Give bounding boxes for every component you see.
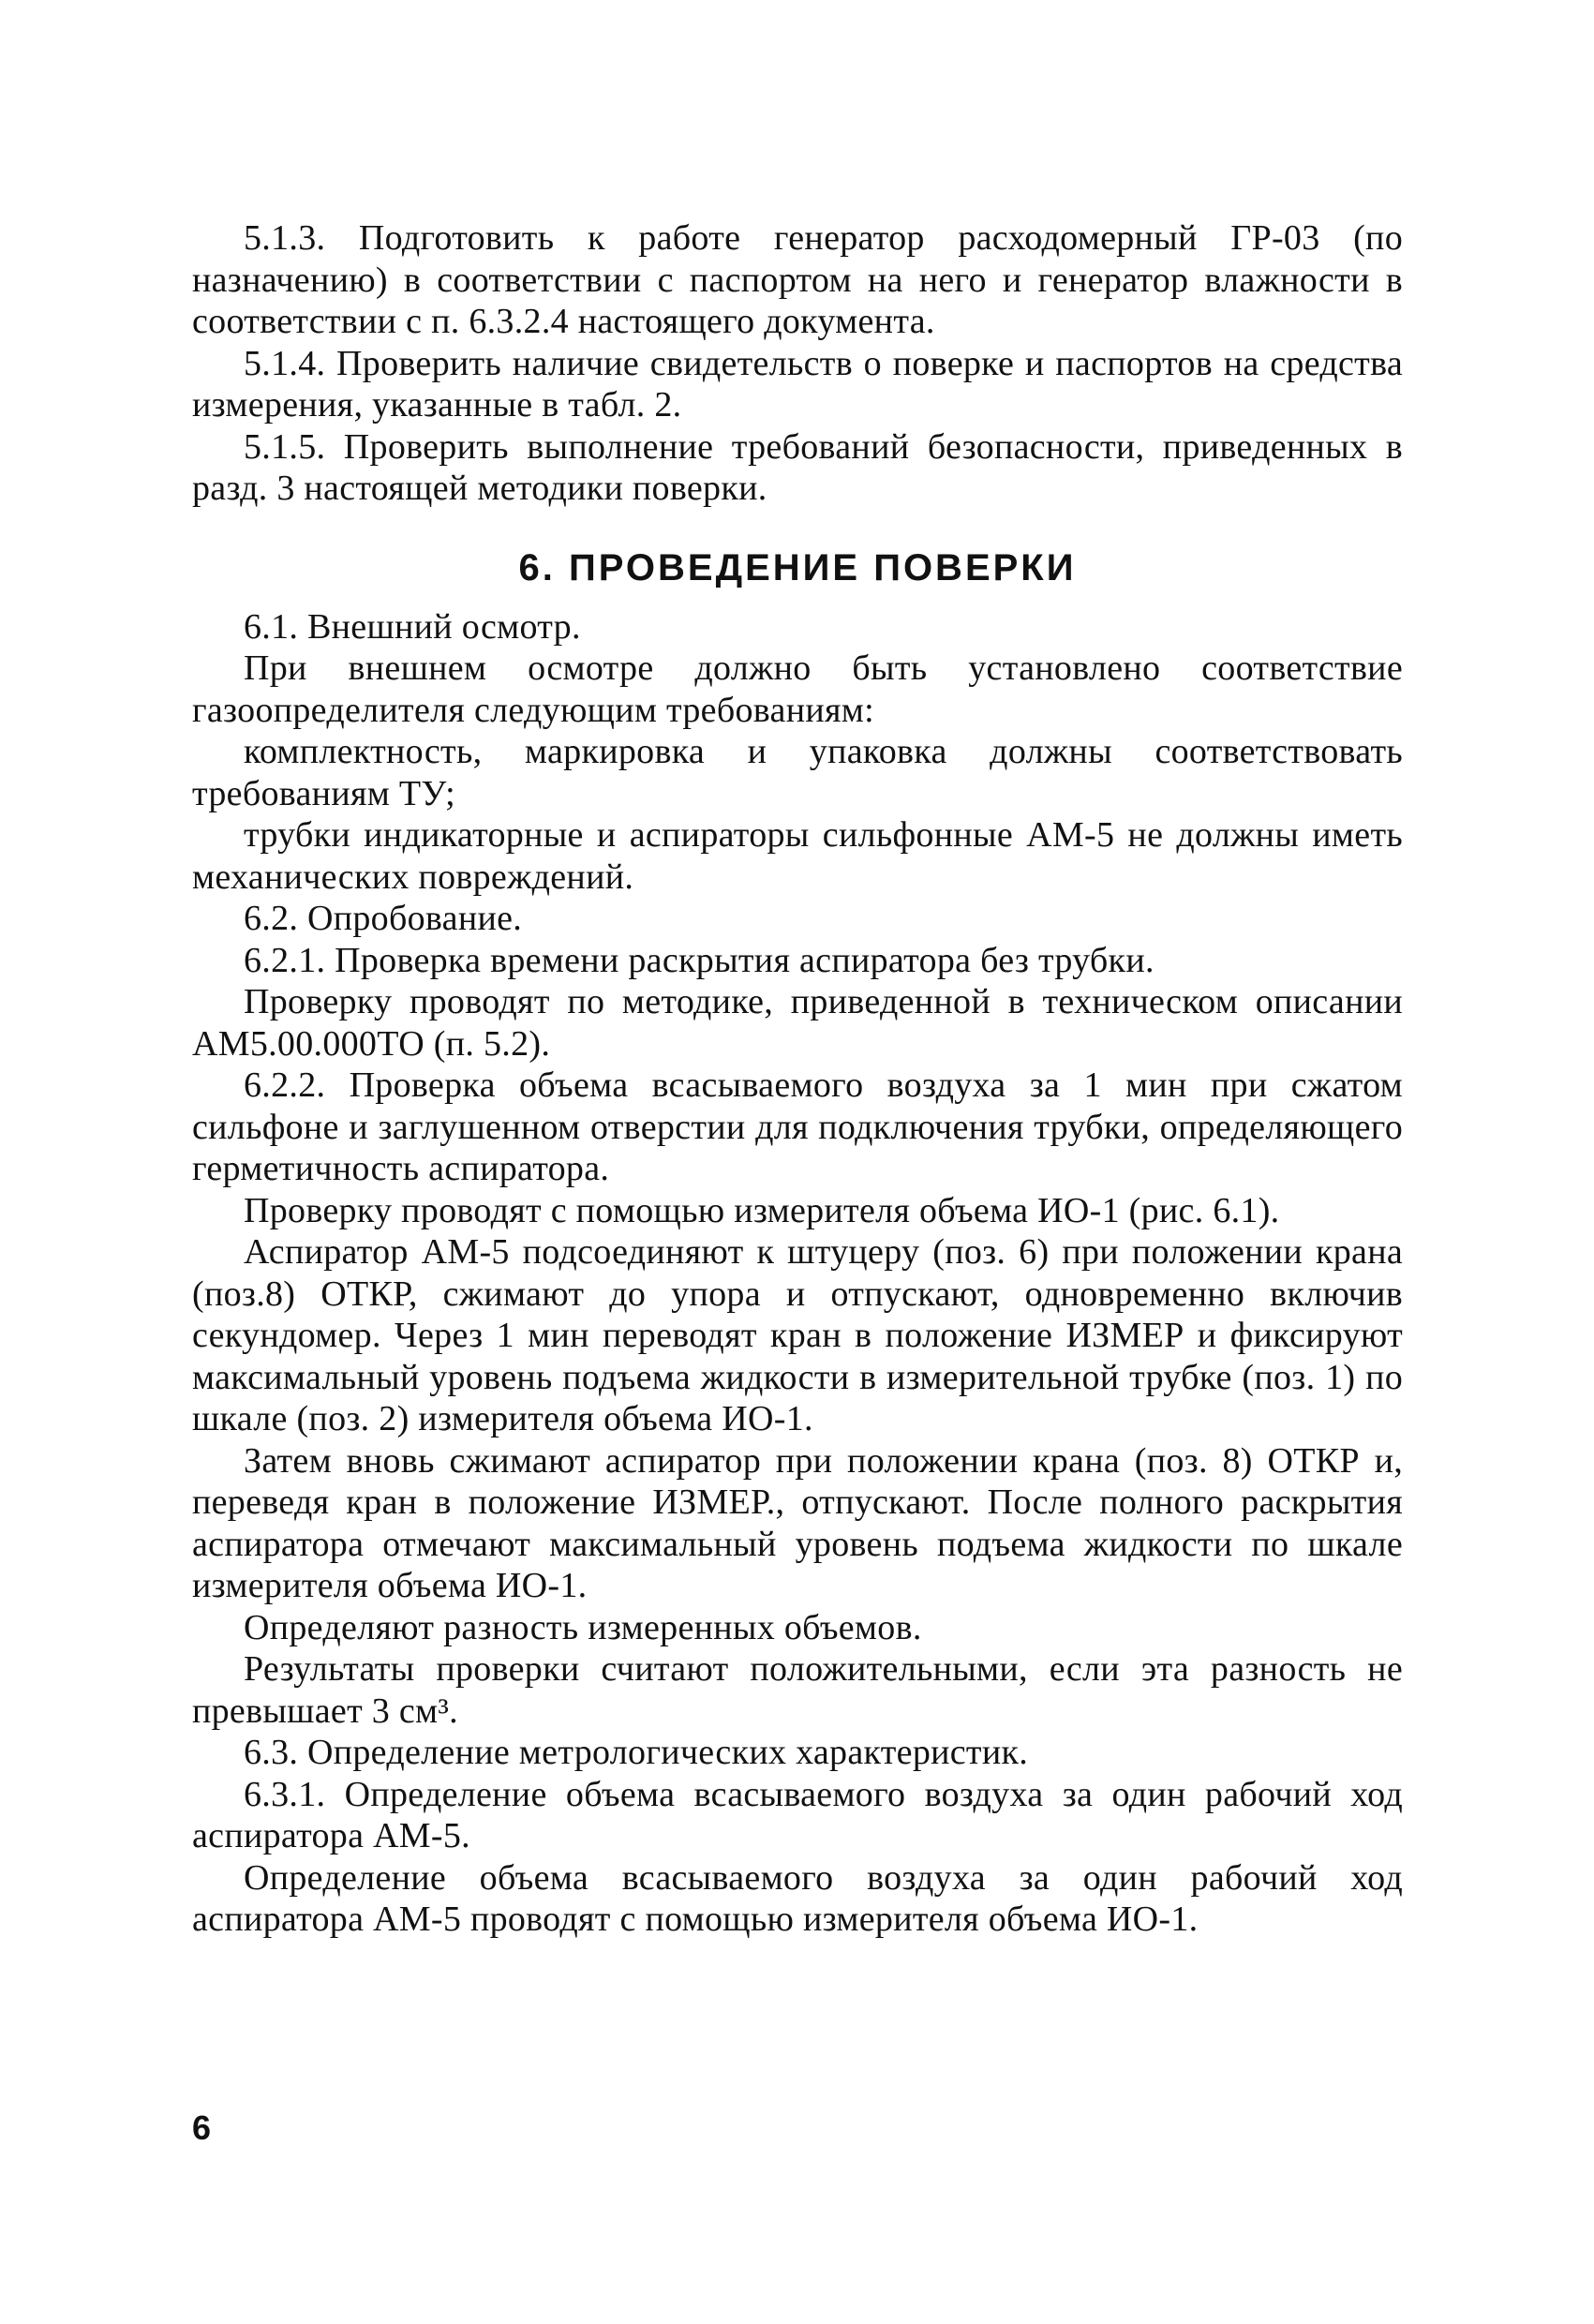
paragraph-procedure-second: Затем вновь сжимают аспиратор при положении крана (поз. 8) ОТКР и, переведя кран в положение ИЗМЕР., отпускают. После полного раскрытия аспиратора отмечают максимальный уровень подъема жидкости по шкале измерителя объема ИО-1. [192, 1440, 1403, 1605]
paragraph-requirement-completeness: комплектность, маркировка и упаковка должны соответствовать требованиям ТУ; [192, 732, 1403, 813]
paragraph-6-2: 6.2. Опробование. [244, 899, 523, 938]
paragraph-procedure-first: Аспиратор АМ-5 подсоединяют к штуцеру (поз. 6) при положении крана (поз.8) ОТКР, сжимают до упора и отпускают, одновременно включив секундомер. Через 1 мин переводят кран в положение ИЗМЕР и фиксируют максимальный уровень подъема жидкости в измерительной трубке (поз. 1) по шкале (поз. 2) измерителя объема ИО-1. [192, 1232, 1403, 1438]
paragraph-5-1-5: 5.1.5. Проверить выполнение требований безопасности, приведенных в разд. 3 настоящей методики поверки. [192, 426, 1403, 508]
paragraph-requirement-damage: трубки индикаторные и аспираторы сильфонные АМ-5 не должны иметь механических повреждений. [192, 815, 1403, 897]
paragraph-6-2-1: 6.2.1. Проверка времени раскрытия аспиратора без трубки. [244, 940, 1155, 980]
section-heading: 6. ПРОВЕДЕНИЕ ПОВЕРКИ [518, 546, 1077, 588]
paragraph-6-1: 6.1. Внешний осмотр. [244, 606, 581, 647]
page-number: 6 [192, 2108, 212, 2147]
paragraph-6-3: 6.3. Определение метрологических характеристик. [244, 1733, 1029, 1772]
paragraph-result: Результаты проверки считают положительными, если эта разность не превышает 3 см³. [192, 1649, 1403, 1731]
paragraph-6-2-2-method: Проверку проводят с помощью измерителя объема ИО-1 (рис. 6.1). [244, 1190, 1280, 1230]
paragraph-inspection-intro: При внешнем осмотре должно быть установлено соответствие газоопределителя следующим требованиям: [192, 648, 1403, 730]
paragraph-6-2-1-method: Проверку проводят по методике, приведенной в техническом описании АМ5.00.000ТО (п. 5.2). [192, 982, 1403, 1064]
paragraph-6-3-1-method: Определение объема всасываемого воздуха за один рабочий ход аспиратора АМ-5 проводят с помощью измерителя объема ИО-1. [192, 1857, 1403, 1939]
paragraph-5-1-3: 5.1.3. Подготовить к работе генератор расходомерный ГР-03 (по назначению) в соответствии с паспортом на него и генератор влажности в соответствии с п. 6.3.2.4 настоящего документа. [192, 218, 1403, 341]
document-page [192, 217, 1403, 1941]
paragraph-6-3-1: 6.3.1. Определение объема всасываемого воздуха за один рабочий ход аспиратора АМ-5. [192, 1774, 1403, 1855]
paragraph-difference: Определяют разность измеренных объемов. [244, 1607, 922, 1647]
paragraph-6-2-2: 6.2.2. Проверка объема всасываемого воздуха за 1 мин при сжатом сильфоне и заглушенном отверстии для подключения трубки, определяющего герметичность аспиратора. [192, 1065, 1403, 1188]
paragraph-5-1-4: 5.1.4. Проверить наличие свидетельств о поверке и паспортов на средства измерения, указанные в табл. 2. [192, 343, 1403, 425]
